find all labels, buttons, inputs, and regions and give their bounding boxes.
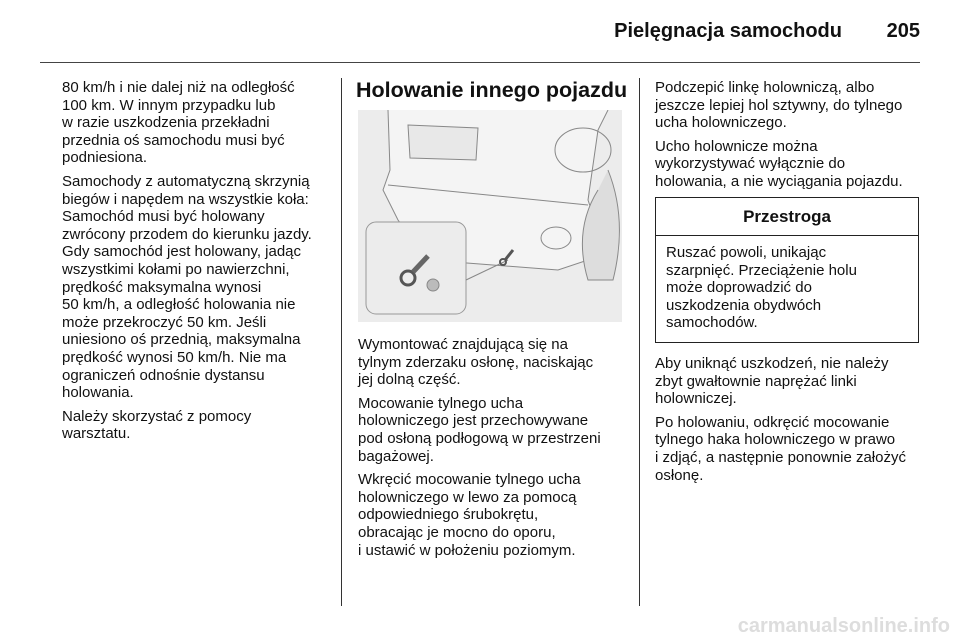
text-line: ograniczeń odnośnie dystansu	[62, 366, 265, 384]
column-3-top	[655, 79, 903, 197]
text-line: tylnym zderzaku osłonę, naciskając	[358, 353, 594, 371]
section-title: Pielęgnacja samochodu	[614, 20, 842, 42]
text-line: i ustawić w położeniu poziomym.	[358, 541, 576, 559]
text-line: i zdjąć, a następnie ponownie założyć	[655, 448, 906, 466]
text-line: podniesiona.	[62, 149, 148, 167]
text-line: warsztatu.	[62, 425, 131, 443]
text-line: holowniczego jest przechowywane	[358, 412, 589, 430]
text-line: tylnego haka holowniczego w prawo	[655, 431, 896, 449]
text-line: 80 km/h i nie dalej niż na odległość	[62, 79, 295, 96]
column-2	[358, 336, 601, 565]
text-line: przednia oś samochodu musi być	[62, 131, 285, 149]
text-line: wykorzystywać wyłącznie do	[655, 155, 846, 173]
text-line: jeszcze lepiej hol sztywny, do tylnego	[655, 96, 903, 114]
text-line: Ucho holownicze można	[655, 137, 818, 155]
paragraph	[62, 79, 312, 167]
caution-box	[655, 197, 919, 343]
column-3-bottom	[655, 355, 906, 490]
text-line: w razie uszkodzenia przekładni	[62, 114, 270, 132]
text-line: Wkręcić mocowanie tylnego ucha	[358, 471, 581, 489]
tow-eye-illustration	[358, 110, 622, 322]
text-line: bagażowej.	[358, 447, 434, 465]
text-line: ucha holowniczego.	[655, 114, 787, 132]
paragraph	[358, 395, 601, 465]
paragraph	[358, 336, 601, 389]
text-line: osłonę.	[655, 466, 704, 484]
text-line: Należy skorzystać z pomocy	[62, 407, 252, 425]
text-line: Podczepić linkę holowniczą, albo	[655, 79, 875, 96]
text-line: 50 km/h, a odległość holowania nie	[62, 296, 296, 314]
text-line: zbyt gwałtownie naprężać linki	[655, 372, 857, 390]
text-line: Mocowanie tylnego ucha	[358, 394, 524, 412]
text-line: jej dolną część.	[358, 371, 461, 389]
text-line: holowniczego w lewo za pomocą	[358, 488, 577, 506]
text-line: Samochód musi być holowany	[62, 208, 265, 226]
caution-title: Przestroga	[656, 198, 918, 236]
paragraph	[655, 414, 906, 484]
column-divider	[639, 78, 640, 606]
text-line: holowania, a nie wyciągania pojazdu.	[655, 172, 903, 190]
text-line: może doprowadzić do	[666, 279, 812, 297]
text-line: Wymontować znajdującą się na	[358, 336, 568, 353]
paragraph	[62, 408, 312, 443]
text-line: szarpnięć. Przeciążenie holu	[666, 261, 857, 279]
text-line: uniesiono oś przednią, maksymalna	[62, 331, 301, 349]
text-line: 100 km. W innym przypadku lub	[62, 96, 276, 114]
page-number: 205	[886, 20, 920, 42]
text-line: zwrócony przodem do kierunku jazdy.	[62, 225, 312, 243]
paragraph	[358, 471, 601, 559]
text-line: Po holowaniu, odkręcić mocowanie	[655, 413, 890, 431]
paragraph	[655, 79, 903, 132]
text-line: uszkodzenia obydwóch	[666, 296, 822, 314]
heading-towing-other-vehicle: Holowanie innego pojazdu	[356, 78, 628, 102]
text-line: Gdy samochód jest holowany, jadąc	[62, 243, 302, 261]
text-line: holowania.	[62, 384, 134, 402]
text-line: samochodów.	[666, 314, 758, 332]
column-1	[62, 79, 312, 449]
text-line: obracając je mocno do oporu,	[358, 523, 556, 541]
text-line: Samochody z automatyczną skrzynią	[62, 172, 310, 190]
text-line: biegów i napędem na wszystkie koła:	[62, 190, 309, 208]
header-rule	[40, 62, 920, 63]
watermark: carmanualsonline.info	[737, 615, 950, 637]
text-line: pod osłoną podłogową w przestrzeni	[358, 429, 601, 447]
paragraph	[62, 173, 312, 402]
text-line: Aby uniknąć uszkodzeń, nie należy	[655, 355, 889, 372]
text-line: holowniczej.	[655, 390, 737, 408]
caution-text	[656, 236, 918, 340]
text-line: może przekroczyć 50 km. Jeśli	[62, 313, 267, 331]
column-divider	[341, 78, 342, 606]
paragraph	[655, 355, 906, 408]
text-line: odpowiedniego śrubokrętu,	[358, 506, 539, 524]
text-line: prędkość wynosi 50 km/h. Nie ma	[62, 348, 287, 366]
text-line: prędkość maksymalna wynosi	[62, 278, 262, 296]
paragraph	[655, 138, 903, 191]
text-line: Ruszać powoli, unikając	[666, 244, 827, 261]
text-line: wszystkimi kołami po nawierzchni,	[62, 260, 290, 278]
